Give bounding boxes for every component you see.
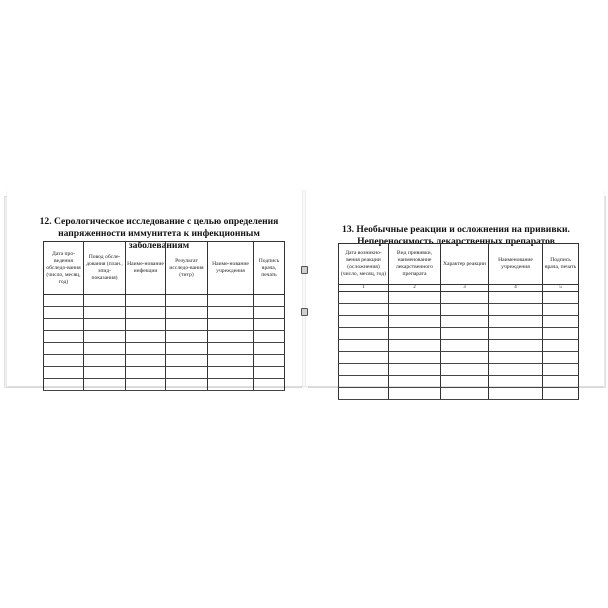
blank-cell [166, 367, 208, 379]
blank-cell [84, 355, 126, 367]
blank-cell [339, 292, 389, 304]
blank-cell [543, 304, 579, 316]
blank-cell [339, 316, 389, 328]
blank-cell [84, 331, 126, 343]
blank-cell [126, 355, 166, 367]
column-header: Вид прививки, наименование лекарственного препарата [389, 244, 441, 285]
column-number-row [339, 285, 579, 292]
column-header: Наиме-нование учреждения [208, 242, 254, 295]
serology-entry-row [44, 307, 285, 319]
reaction-entry-row [339, 388, 579, 400]
booklet [4, 190, 607, 390]
blank-cell [84, 343, 126, 355]
serology-entry-row [44, 355, 285, 367]
blank-cell [44, 319, 84, 331]
reaction-entry-row [339, 364, 579, 376]
blank-cell [489, 340, 543, 352]
blank-cell [126, 343, 166, 355]
blank-cell [543, 364, 579, 376]
serology-table [43, 241, 285, 391]
column-number: 1 [339, 285, 389, 292]
column-header: Наименование учреждения [489, 244, 543, 285]
blank-cell [339, 340, 389, 352]
blank-cell [339, 352, 389, 364]
blank-cell [254, 343, 285, 355]
serology-header-row [44, 242, 285, 295]
blank-cell [44, 295, 84, 307]
blank-cell [441, 376, 489, 388]
blank-cell [489, 292, 543, 304]
column-header: Результат исследо-вания (титр) [166, 242, 208, 295]
blank-cell [543, 352, 579, 364]
blank-cell [126, 331, 166, 343]
blank-cell [441, 304, 489, 316]
column-header: Подпись врача, печать [254, 242, 285, 295]
blank-cell [44, 379, 84, 391]
blank-cell [441, 328, 489, 340]
reaction-entry-row [339, 328, 579, 340]
blank-cell [208, 331, 254, 343]
serology-entry-row [44, 295, 285, 307]
staple-bottom [301, 308, 308, 316]
blank-cell [126, 295, 166, 307]
reaction-entry-row [339, 316, 579, 328]
reaction-entry-row [339, 304, 579, 316]
serology-entry-row [44, 379, 285, 391]
blank-cell [543, 328, 579, 340]
column-number: 5 [543, 285, 579, 292]
blank-cell [166, 295, 208, 307]
blank-cell [208, 343, 254, 355]
reaction-entry-row [339, 292, 579, 304]
blank-cell [208, 307, 254, 319]
blank-cell [208, 367, 254, 379]
blank-cell [389, 304, 441, 316]
blank-cell [166, 307, 208, 319]
reaction-entry-row [339, 352, 579, 364]
blank-cell [166, 331, 208, 343]
blank-cell [441, 388, 489, 400]
blank-cell [543, 316, 579, 328]
serology-entry-row [44, 367, 285, 379]
blank-cell [84, 307, 126, 319]
reaction-entry-row [339, 340, 579, 352]
column-header: Наиме-нование инфекции [126, 242, 166, 295]
blank-cell [44, 355, 84, 367]
blank-cell [489, 352, 543, 364]
blank-cell [339, 388, 389, 400]
blank-cell [441, 316, 489, 328]
blank-cell [389, 316, 441, 328]
blank-cell [489, 364, 543, 376]
column-number: 3 [441, 285, 489, 292]
blank-cell [126, 319, 166, 331]
blank-cell [208, 319, 254, 331]
blank-cell [126, 367, 166, 379]
blank-cell [389, 292, 441, 304]
blank-cell [489, 376, 543, 388]
blank-cell [84, 367, 126, 379]
reactions-header-row [339, 244, 579, 285]
blank-cell [543, 388, 579, 400]
blank-cell [389, 376, 441, 388]
blank-cell [254, 331, 285, 343]
blank-cell [126, 379, 166, 391]
blank-cell [166, 343, 208, 355]
blank-cell [543, 340, 579, 352]
section-13-title: 13. Необычные реакции и осложнения на прививки. Непереносимость лекарственных препаратов [342, 224, 570, 247]
blank-cell [339, 328, 389, 340]
blank-cell [389, 340, 441, 352]
staple-top [301, 266, 308, 274]
blank-cell [489, 328, 543, 340]
blank-cell [44, 331, 84, 343]
blank-cell [84, 379, 126, 391]
blank-cell [254, 307, 285, 319]
blank-cell [339, 364, 389, 376]
spine [302, 190, 306, 386]
blank-cell [489, 316, 543, 328]
blank-cell [254, 295, 285, 307]
blank-cell [441, 340, 489, 352]
reaction-entry-row [339, 376, 579, 388]
blank-cell [44, 307, 84, 319]
blank-cell [166, 379, 208, 391]
blank-cell [389, 388, 441, 400]
serology-entry-row [44, 331, 285, 343]
blank-cell [389, 328, 441, 340]
blank-cell [208, 355, 254, 367]
serology-entry-row [44, 343, 285, 355]
blank-cell [543, 376, 579, 388]
blank-cell [389, 364, 441, 376]
blank-cell [489, 388, 543, 400]
blank-cell [441, 364, 489, 376]
column-header: Характер реакции [441, 244, 489, 285]
section-12-title: 12. Серологическое исследование с целью определения напряженности иммунитета к инфекционным заболеваниям [39, 216, 279, 251]
blank-cell [166, 319, 208, 331]
column-header: Дата про-ведения обследо-вания (число, месяц, год) [44, 242, 84, 295]
blank-cell [254, 319, 285, 331]
blank-cell [441, 352, 489, 364]
blank-cell [489, 304, 543, 316]
serology-entry-row [44, 319, 285, 331]
column-header: Дата возникно-вения реакции (осложнения) (число, месяц, год) [339, 244, 389, 285]
blank-cell [339, 376, 389, 388]
blank-cell [543, 292, 579, 304]
blank-cell [441, 292, 489, 304]
blank-cell [44, 343, 84, 355]
column-header: Повод обсле-дования (план., эпид-показания) [84, 242, 126, 295]
column-number: 2 [389, 285, 441, 292]
blank-cell [126, 307, 166, 319]
blank-cell [84, 319, 126, 331]
column-header: Подпись врача, печать [543, 244, 579, 285]
blank-cell [339, 304, 389, 316]
blank-cell [254, 367, 285, 379]
column-number: 4 [489, 285, 543, 292]
blank-cell [44, 367, 84, 379]
blank-cell [84, 295, 126, 307]
blank-cell [208, 295, 254, 307]
blank-cell [166, 355, 208, 367]
blank-cell [254, 355, 285, 367]
reactions-table [338, 243, 579, 400]
blank-cell [208, 379, 254, 391]
blank-cell [389, 352, 441, 364]
blank-cell [254, 379, 285, 391]
